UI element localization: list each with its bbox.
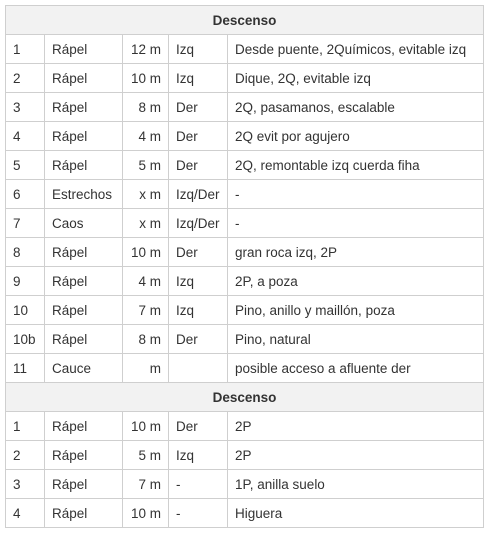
step-length: 5 m <box>123 441 169 470</box>
route-table-container <box>5 5 484 528</box>
table-row <box>6 499 484 528</box>
step-side: Der <box>169 151 228 180</box>
step-side: Der <box>169 238 228 267</box>
table-row <box>6 209 484 238</box>
step-type: Rápel <box>45 412 123 441</box>
step-length: 8 m <box>123 325 169 354</box>
step-length: 4 m <box>123 122 169 151</box>
step-type: Rápel <box>45 122 123 151</box>
step-length: 7 m <box>123 296 169 325</box>
step-side: Izq <box>169 296 228 325</box>
step-number: 6 <box>6 180 45 209</box>
step-type: Estrechos <box>45 180 123 209</box>
step-notes: Dique, 2Q, evitable izq <box>228 64 484 93</box>
table-row <box>6 93 484 122</box>
step-type: Rápel <box>45 93 123 122</box>
step-side: Der <box>169 122 228 151</box>
step-notes: 2Q evit por agujero <box>228 122 484 151</box>
step-length: 10 m <box>123 499 169 528</box>
step-length: 10 m <box>123 412 169 441</box>
table-row <box>6 64 484 93</box>
step-side: Der <box>169 325 228 354</box>
step-notes: Pino, anillo y maillón, poza <box>228 296 484 325</box>
step-notes: 2Q, pasamanos, escalable <box>228 93 484 122</box>
step-type: Rápel <box>45 470 123 499</box>
step-side: Izq <box>169 64 228 93</box>
step-length: 10 m <box>123 64 169 93</box>
step-number: 9 <box>6 267 45 296</box>
table-row <box>6 296 484 325</box>
table-row <box>6 325 484 354</box>
table-row <box>6 180 484 209</box>
section-header-row <box>6 6 484 35</box>
step-type: Rápel <box>45 267 123 296</box>
step-type: Rápel <box>45 325 123 354</box>
step-type: Rápel <box>45 499 123 528</box>
table-row <box>6 238 484 267</box>
step-number: 8 <box>6 238 45 267</box>
step-type: Rápel <box>45 151 123 180</box>
step-side: Izq/Der <box>169 209 228 238</box>
step-notes: Higuera <box>228 499 484 528</box>
step-number: 1 <box>6 35 45 64</box>
table-row <box>6 470 484 499</box>
step-length: x m <box>123 209 169 238</box>
step-length: x m <box>123 180 169 209</box>
step-number: 7 <box>6 209 45 238</box>
step-number: 2 <box>6 64 45 93</box>
step-number: 2 <box>6 441 45 470</box>
table-row <box>6 441 484 470</box>
step-number: 10 <box>6 296 45 325</box>
section-header-row <box>6 383 484 412</box>
step-side: - <box>169 499 228 528</box>
step-number: 5 <box>6 151 45 180</box>
step-number: 4 <box>6 499 45 528</box>
section-title: Descenso <box>6 383 484 412</box>
step-notes: gran roca izq, 2P <box>228 238 484 267</box>
step-type: Rápel <box>45 238 123 267</box>
step-notes: 2P <box>228 441 484 470</box>
table-row <box>6 267 484 296</box>
step-side: Izq <box>169 267 228 296</box>
step-number: 3 <box>6 93 45 122</box>
step-side: Izq <box>169 441 228 470</box>
step-length: 7 m <box>123 470 169 499</box>
step-length: 10 m <box>123 238 169 267</box>
step-side: Izq <box>169 35 228 64</box>
table-row <box>6 122 484 151</box>
step-type: Caos <box>45 209 123 238</box>
step-type: Cauce <box>45 354 123 383</box>
step-type: Rápel <box>45 64 123 93</box>
step-side: Der <box>169 93 228 122</box>
table-row <box>6 354 484 383</box>
step-notes: Pino, natural <box>228 325 484 354</box>
step-type: Rápel <box>45 441 123 470</box>
step-type: Rápel <box>45 35 123 64</box>
step-notes: - <box>228 180 484 209</box>
step-notes: posible acceso a afluente der <box>228 354 484 383</box>
step-number: 4 <box>6 122 45 151</box>
table-row <box>6 35 484 64</box>
step-notes: - <box>228 209 484 238</box>
table-row <box>6 151 484 180</box>
step-length: 12 m <box>123 35 169 64</box>
step-length: 8 m <box>123 93 169 122</box>
step-notes: 2P, a poza <box>228 267 484 296</box>
step-length: m <box>123 354 169 383</box>
route-table-body <box>6 6 484 528</box>
step-side <box>169 354 228 383</box>
section-title: Descenso <box>6 6 484 35</box>
table-row <box>6 412 484 441</box>
step-side: Der <box>169 412 228 441</box>
step-notes: 1P, anilla suelo <box>228 470 484 499</box>
step-number: 10b <box>6 325 45 354</box>
step-side: - <box>169 470 228 499</box>
step-side: Izq/Der <box>169 180 228 209</box>
step-notes: 2Q, remontable izq cuerda fiha <box>228 151 484 180</box>
step-number: 11 <box>6 354 45 383</box>
step-notes: Desde puente, 2Químicos, evitable izq <box>228 35 484 64</box>
route-table <box>5 5 484 528</box>
step-notes: 2P <box>228 412 484 441</box>
step-type: Rápel <box>45 296 123 325</box>
step-number: 1 <box>6 412 45 441</box>
step-length: 4 m <box>123 267 169 296</box>
step-length: 5 m <box>123 151 169 180</box>
step-number: 3 <box>6 470 45 499</box>
